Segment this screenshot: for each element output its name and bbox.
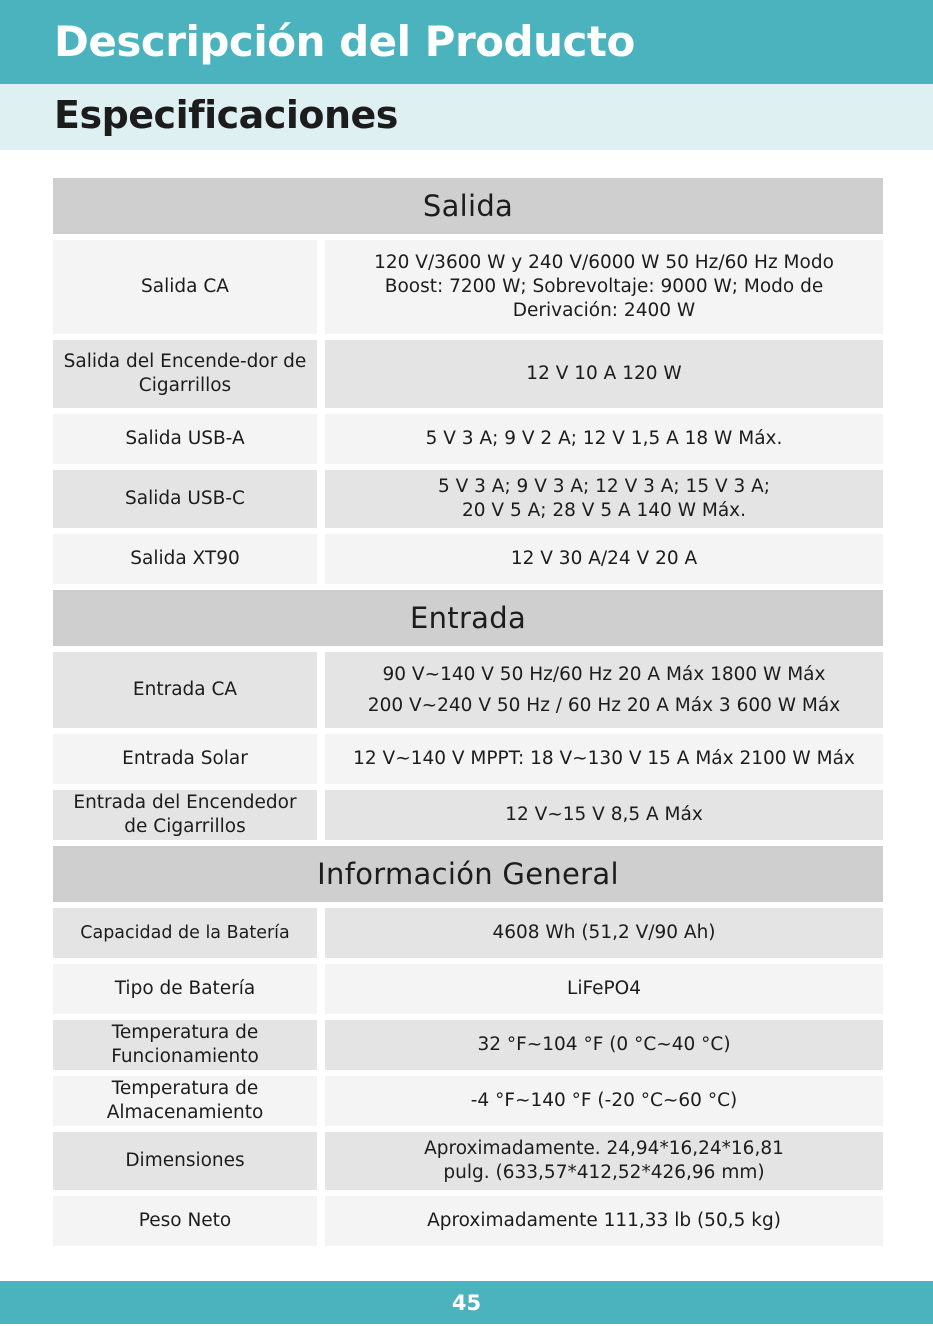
row-value: 5 V 3 A; 9 V 2 A; 12 V 1,5 A 18 W Máx. (325, 414, 883, 464)
row-value: 120 V/3600 W y 240 V/6000 W 50 Hz/60 Hz Modo Boost: 7200 W; Sobrevoltaje: 9000 W; Modo de Derivación: 2400 W (325, 240, 883, 334)
table-row (53, 964, 883, 1014)
page-title: Descripción del Producto (0, 0, 933, 84)
row-value: 12 V~140 V MPPT: 18 V~130 V 15 A Máx 2100 W Máx (325, 734, 883, 784)
table-row (53, 534, 883, 584)
row-value: Aproximadamente 111,33 lb (50,5 kg) (325, 1196, 883, 1246)
page-number: 45 (0, 1281, 933, 1324)
table-row (53, 652, 883, 728)
row-label: Dimensiones (53, 1132, 317, 1190)
row-value (325, 652, 883, 728)
row-label: Entrada Solar (53, 734, 317, 784)
table-row (53, 790, 883, 840)
section-subtitle: Especificaciones (0, 84, 933, 150)
row-label: Salida XT90 (53, 534, 317, 584)
row-label: Entrada CA (53, 652, 317, 728)
row-value: 5 V 3 A; 9 V 3 A; 12 V 3 A; 15 V 3 A; 20 V 5 A; 28 V 5 A 140 W Máx. (325, 470, 883, 528)
table-row (53, 1132, 883, 1190)
table-row (53, 340, 883, 408)
row-label: Salida USB-C (53, 470, 317, 528)
row-label: Peso Neto (53, 1196, 317, 1246)
row-value: Aproximadamente. 24,94*16,24*16,81 pulg. (633,57*412,52*426,96 mm) (325, 1132, 883, 1190)
row-value-line: 200 V~240 V 50 Hz / 60 Hz 20 A Máx 3 600 W Máx (367, 695, 841, 716)
section-header-entrada: Entrada (53, 590, 883, 646)
row-label: Salida USB-A (53, 414, 317, 464)
table-row (53, 414, 883, 464)
specifications-table (53, 178, 883, 1252)
row-value: 12 V 30 A/24 V 20 A (325, 534, 883, 584)
row-value: 4608 Wh (51,2 V/90 Ah) (325, 908, 883, 958)
row-label: Tipo de Batería (53, 964, 317, 1014)
section-header-salida: Salida (53, 178, 883, 234)
table-row (53, 1196, 883, 1246)
table-row (53, 908, 883, 958)
row-label: Capacidad de la Batería (53, 908, 317, 958)
row-label: Salida del Encende-dor de Cigarrillos (53, 340, 317, 408)
table-row (53, 734, 883, 784)
row-label: Salida CA (53, 240, 317, 334)
row-value: LiFePO4 (325, 964, 883, 1014)
table-row (53, 470, 883, 528)
row-value: -4 °F~140 °F (-20 °C~60 °C) (325, 1076, 883, 1126)
table-row (53, 1076, 883, 1126)
row-label: Entrada del Encendedor de Cigarrillos (53, 790, 317, 840)
section-header-general: Información General (53, 846, 883, 902)
row-value-line: 90 V~140 V 50 Hz/60 Hz 20 A Máx 1800 W Máx (382, 664, 826, 685)
table-row (53, 1020, 883, 1070)
row-label: Temperatura de Almacenamiento (53, 1076, 317, 1126)
row-value: 32 °F~104 °F (0 °C~40 °C) (325, 1020, 883, 1070)
row-value: 12 V~15 V 8,5 A Máx (325, 790, 883, 840)
row-value: 12 V 10 A 120 W (325, 340, 883, 408)
table-row (53, 240, 883, 334)
row-label: Temperatura de Funcionamiento (53, 1020, 317, 1070)
